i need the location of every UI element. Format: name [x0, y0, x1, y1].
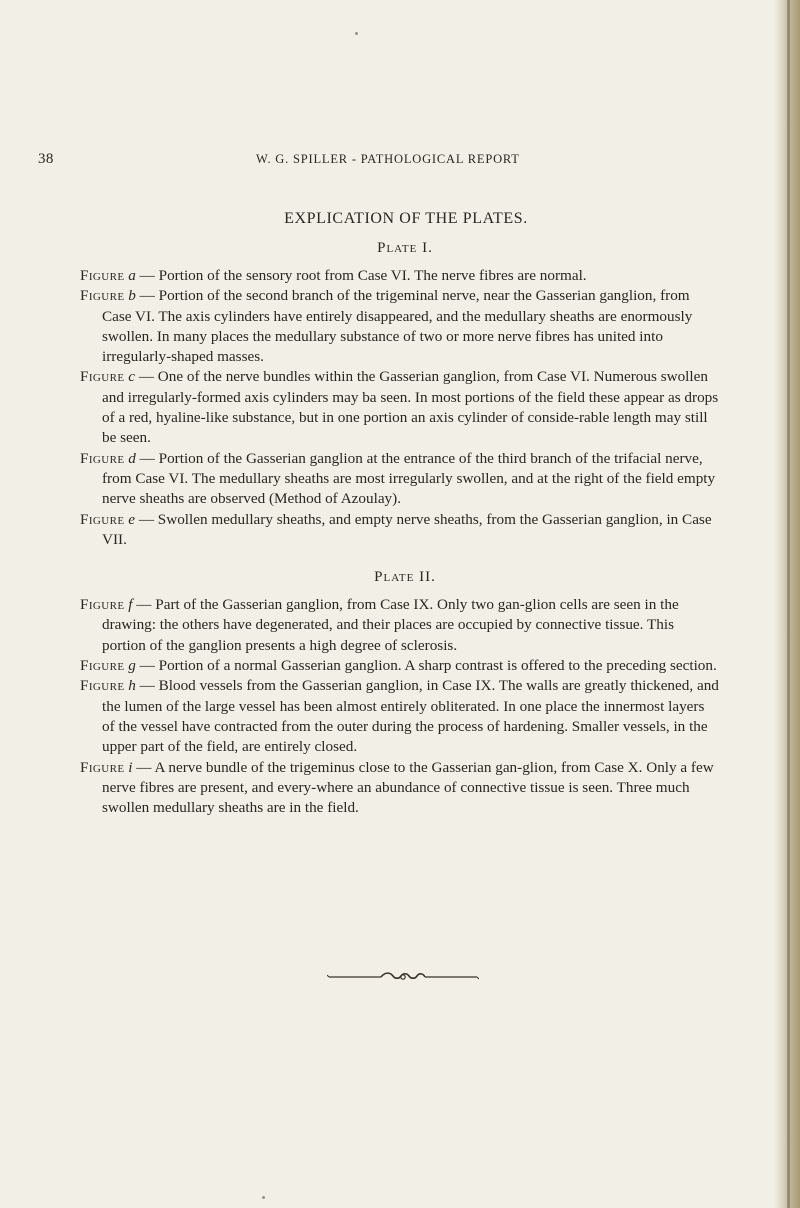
figure-letter: e — [128, 510, 136, 528]
plate-1-title: Plate I. — [377, 240, 433, 256]
figure-letter: h — [128, 677, 136, 695]
page-edge-line — [787, 0, 790, 1208]
figure-letter: b — [128, 287, 136, 305]
figure-label: Figure — [80, 510, 125, 528]
page-number: 38 — [38, 151, 54, 167]
figure-description: — One of the nerve bundles within the Gasserian ganglion, from Case VI. Numerous swollen and irregularly-formed axis cylinders may ba seen. In most portions of the field these appear as drops of a red, hyaline-like substance, but in one portion an axis cylinder of conside-rable length may still be seen. — [102, 368, 719, 447]
figure-description: — A nerve bundle of the trigeminus close to the Gasserian gan-glion, from Case X. Only a few nerve fibres are present, and every-where an abundance of connective tissue is seen. Three much swollen medullary sheaths are in the field. — [102, 758, 714, 817]
figure-e-entry — [80, 510, 720, 551]
figure-label: Figure — [80, 758, 125, 776]
figure-a-entry — [80, 266, 720, 286]
running-head: W. G. SPILLER - PATHOLOGICAL REPORT — [256, 152, 520, 166]
figure-letter: g — [128, 657, 136, 675]
figure-description: — Portion of the Gasserian ganglion at the entrance of the third branch of the trifacial nerve, from Case VI. The medullary sheaths are most irregularly swollen, and at the right of the field empty nerve sheaths are observed (Method of Azoulay). — [102, 449, 716, 508]
decorative-tailpiece-ornament-icon — [327, 970, 479, 984]
page-header — [38, 151, 758, 171]
figure-letter: d — [128, 449, 136, 467]
figure-b-entry — [80, 286, 720, 367]
figure-label: Figure — [80, 657, 125, 675]
figure-letter: a — [128, 267, 136, 284]
figure-label: Figure — [80, 677, 125, 695]
figure-c-entry — [80, 367, 720, 448]
figure-label: Figure — [80, 368, 125, 386]
section-title: EXPLICATION OF THE PLATES. — [284, 210, 528, 227]
figure-letter: i — [128, 758, 133, 776]
figure-f-entry — [80, 595, 720, 656]
figure-letter: f — [128, 596, 133, 614]
figure-letter: c — [128, 368, 136, 386]
figure-label: Figure — [80, 267, 125, 284]
figure-description: — Portion of a normal Gasserian ganglion. A sharp contrast is offered to the preceding section. — [135, 657, 717, 675]
explication-text — [80, 210, 720, 818]
figure-h-entry — [80, 676, 720, 757]
figure-description: — Part of the Gasserian ganglion, from Case IX. Only two gan-glion cells are seen in the drawing: the others have degenerated, and their places are occupied by connective tissue. This portion of the ganglion presents a high degree of sclerosis. — [102, 596, 679, 654]
figure-label: Figure — [80, 287, 125, 305]
paper-speck — [355, 32, 358, 35]
figure-i-entry — [80, 758, 720, 819]
figure-description: — Portion of the second branch of the trigeminal nerve, near the Gasserian ganglion, from Case VI. The axis cylinders have entirely disappeared, and the medullary sheaths are enormously swollen. In many places the medullary substance of two or more nerve fibres has united into irregularly-shaped masses. — [102, 287, 693, 366]
figure-d-entry — [80, 449, 720, 510]
figure-label: Figure — [80, 449, 125, 467]
figure-label: Figure — [80, 596, 125, 614]
figure-description: — Blood vessels from the Gasserian ganglion, in Case IX. The walls are greatly thickened, and the lumen of the large vessel has been almost entirely obliterated. In one place the innermost layers of the vessel have contracted from the outer during the process of hardening. Smaller vessels, in the upper part of the field, are entirely closed. — [102, 677, 719, 756]
figure-g-entry — [80, 656, 720, 676]
figure-description: — Portion of the sensory root from Case VI. The nerve fibres are normal. — [135, 267, 587, 284]
plate-2-title: Plate II. — [374, 569, 436, 586]
figure-description: — Swollen medullary sheaths, and empty nerve sheaths, from the Gasserian ganglion, in Case VII. — [102, 510, 712, 548]
paper-speck — [262, 1196, 265, 1199]
